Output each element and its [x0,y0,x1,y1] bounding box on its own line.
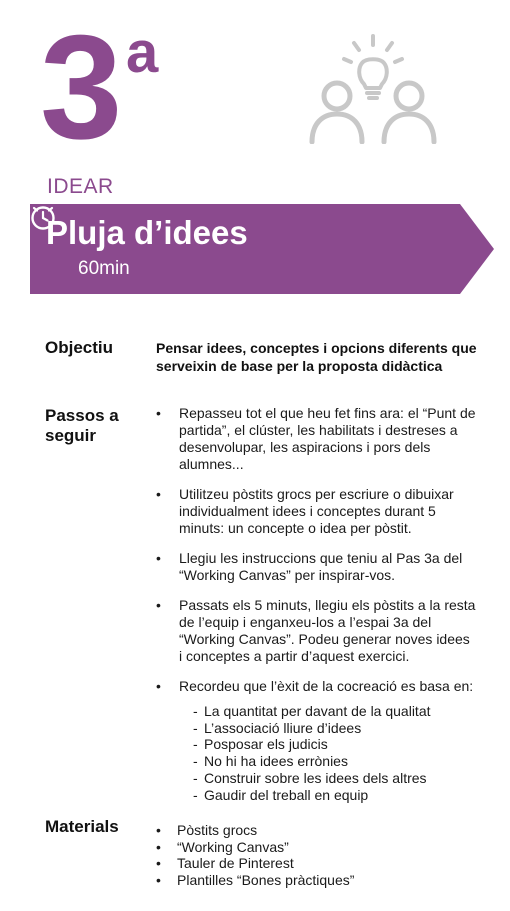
clock-icon [30,204,56,230]
list-item: • Passats els 5 minuts, llegiu els pòstits a la resta de l’equip i enganxeu-los a l’espai 3a del “Working Canvas”. Podeu generar noves idees i conceptes a partir d’aquest exercici. [156,597,476,665]
step-suffix: a [126,20,159,85]
people-idea-lightbulb-icon [308,32,438,144]
list-item: • Llegiu les instruccions que teniu al Pas 3a del “Working Canvas” per inspirar-vos. [156,550,476,584]
list-item: • Tauler de Pinterest [156,855,354,872]
list-item: • “Working Canvas” [156,839,354,856]
objective-label: Objectiu [45,338,114,357]
steps-label-line2: seguir [45,426,97,445]
sublist-item: - Gaudir del treball en equip [193,787,476,804]
materials-list [156,822,354,888]
step-number: 3 [40,5,119,170]
list-item-text: Recordeu que l’èxit de la cocreació es basa en: [179,678,474,694]
list-item: • Pòstits grocs [156,822,354,839]
sublist-item: - No hi ha idees errònies [193,753,476,770]
duration-text: 60min [78,258,130,279]
phase-label: IDEAR [47,175,114,198]
steps-label-line1: Passos a [45,406,119,425]
steps-label [45,406,119,446]
sublist-item: - L’associació lliure d’idees [193,720,476,737]
steps-list [156,405,476,816]
principles-sublist [179,703,476,803]
sublist-item: - Posposar els judicis [193,736,476,753]
materials-label: Materials [45,817,119,836]
list-item [156,678,476,803]
sublist-item: - La quantitat per davant de la qualitat [193,703,476,720]
list-item: • Repasseu tot el que heu fet fins ara: el “Punt de partida”, el clúster, les habilitats i destreses a desenvolupar, les aspiracions i pors dels alumnes... [156,405,476,473]
list-item: • Plantilles “Bones pràctiques” [156,872,354,889]
sublist-item: - Construir sobre les idees dels altres [193,770,476,787]
list-item: • Utilitzeu pòstits grocs per escriure o dibuixar individualment idees i conceptes durant 5 minuts: un concepte o idea per pòstit. [156,486,476,537]
activity-title: Pluja d’idees [46,214,248,251]
title-banner [30,204,494,294]
objective-text: Pensar idees, conceptes i opcions diferents que serveixin de base per la proposta didàctica [156,340,477,374]
